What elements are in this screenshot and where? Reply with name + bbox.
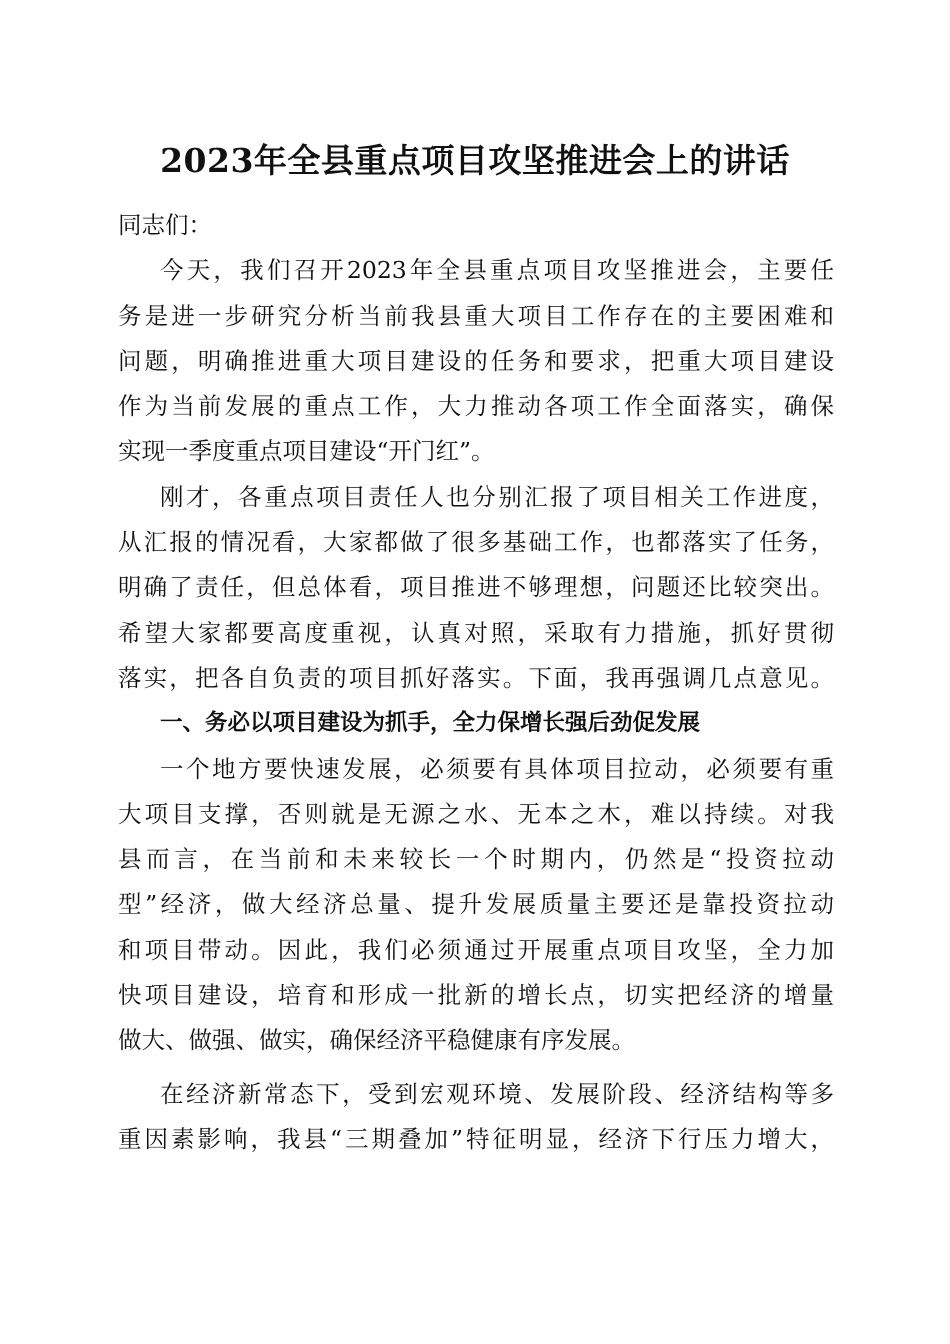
paragraph-line: 落实，把各自负责的项目抓好落实。下面，我再强调几点意见。 bbox=[118, 663, 834, 692]
salutation: 同志们： bbox=[118, 211, 212, 239]
paragraph-line: 做大、做强、做实，确保经济平稳健康有序发展。 bbox=[118, 1026, 635, 1055]
paragraph-line: 今天，我们召开2023年全县重点项目攻坚推进会，主要任 bbox=[160, 256, 834, 285]
paragraph-line: 在经济新常态下，受到宏观环境、发展阶段、经济结构等多 bbox=[160, 1079, 834, 1108]
paragraph-line: 作为当前发展的重点工作，大力推动各项工作全面落实，确保 bbox=[118, 392, 834, 421]
paragraph-line: 型”经济，做大经济总量、提升发展质量主要还是靠投资拉动 bbox=[118, 890, 834, 919]
paragraph-line: 快项目建设，培育和形成一批新的增长点，切实把经济的增量 bbox=[118, 981, 834, 1010]
paragraph-1 bbox=[118, 248, 834, 474]
document-body bbox=[118, 203, 834, 1162]
paragraph-line: 实现一季度重点项目建设“开门红”。 bbox=[118, 437, 495, 466]
paragraph-line: 务是进一步研究分析当前我县重大项目工作存在的主要困难和 bbox=[118, 301, 834, 330]
paragraph-line: 刚才，各重点项目责任人也分别汇报了项目相关工作进度， bbox=[160, 482, 834, 511]
paragraph-4 bbox=[118, 1072, 834, 1163]
paragraph-line: 从汇报的情况看，大家都做了很多基础工作，也都落实了任务， bbox=[118, 528, 834, 557]
page-title: 2023年全县重点项目攻坚推进会上的讲话 bbox=[160, 141, 790, 180]
paragraph-line: 明确了责任，但总体看，项目推进不够理想，问题还比较突出。 bbox=[118, 573, 834, 602]
paragraph-line: 大项目支撑，否则就是无源之水、无本之木，难以持续。对我 bbox=[118, 799, 834, 828]
paragraph-line: 和项目带动。因此，我们必须通过开展重点项目攻坚，全力加 bbox=[118, 935, 834, 964]
paragraph-2 bbox=[118, 475, 834, 701]
paragraph-gap bbox=[118, 1064, 834, 1072]
paragraph-line: 重因素影响，我县“三期叠加”特征明显，经济下行压力增大， bbox=[118, 1124, 834, 1153]
section-heading: 一、务必以项目建设为抓手，全力保增长强后劲促发展 bbox=[160, 710, 701, 737]
paragraph-line: 县而言，在当前和未来较长一个时期内，仍然是“投资拉动 bbox=[118, 845, 834, 874]
paragraph-line: 希望大家都要高度重视，认真对照，采取有力措施，抓好贯彻 bbox=[118, 618, 834, 647]
paragraph-line: 一个地方要快速发展，必须要有具体项目拉动，必须要有重 bbox=[160, 754, 834, 783]
paragraph-3 bbox=[118, 747, 834, 1064]
paragraph-line: 问题，明确推进重大项目建设的任务和要求，把重大项目建设 bbox=[118, 346, 834, 375]
